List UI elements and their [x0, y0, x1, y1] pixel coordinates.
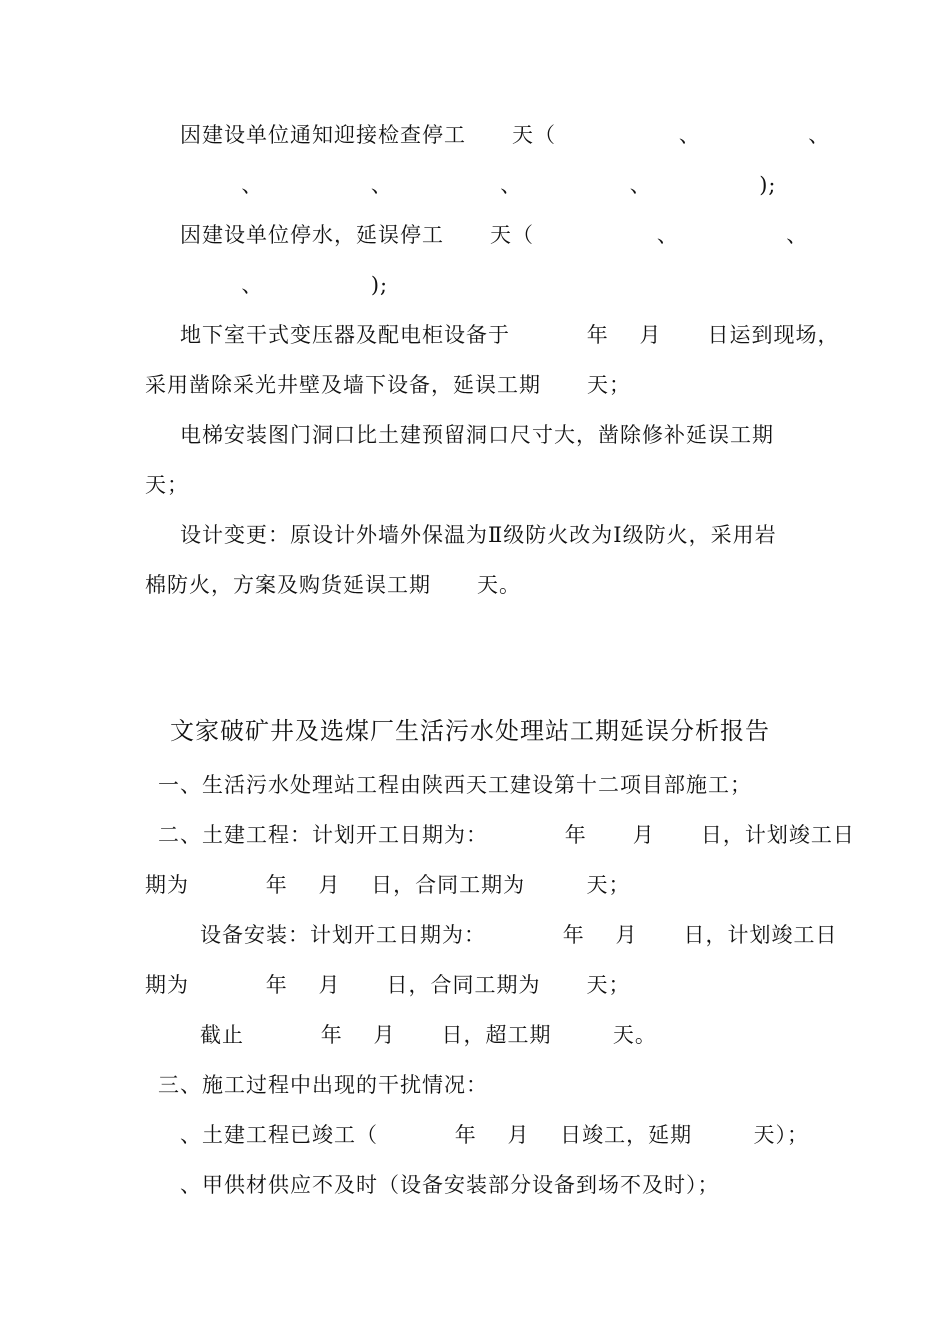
report-equipment-install: 设备安装：计划开工日期为： 年 月 日，计划竣工日: [200, 923, 838, 947]
text-line-water-stoppage-cont: 、 );: [180, 273, 389, 297]
text-line-stoppage-inspection-cont: 、 、 、 、 );: [180, 173, 777, 197]
report-item-3: 三、施工过程中出现的干扰情况：: [158, 1073, 488, 1097]
text-line-transformer: 地下室干式变压器及配电柜设备于 年 月 日运到现场，: [180, 323, 840, 347]
report-item-2: 二、土建工程：计划开工日期为： 年 月 日，计划竣工日: [158, 823, 855, 847]
text-line-design-change-cont: 棉防火，方案及购货延误工期 天。: [145, 573, 522, 597]
report-item-2-cont: 期为 年 月 日，合同工期为 天；: [145, 873, 631, 897]
text-line-transformer-cont: 采用凿除采光井壁及墙下设备，延误工期 天；: [145, 373, 632, 397]
report-equipment-install-cont: 期为 年 月 日，合同工期为 天；: [145, 973, 631, 997]
text-line-design-change: 设计变更：原设计外墙外保温为Ⅱ级防火改为Ⅰ级防火，采用岩: [180, 523, 777, 547]
text-line-stoppage-inspection: 因建设单位通知迎接检查停工 天（ 、 、: [180, 123, 831, 147]
report-item-3-supply: 、甲供材供应不及时（设备安装部分设备到场不及时）；: [180, 1173, 720, 1197]
text-line-elevator-cont: 天；: [145, 473, 189, 497]
report-title: 文家破矿井及选煤厂生活污水处理站工期延误分析报告: [170, 717, 770, 745]
report-overdue: 截止 年 月 日，超工期 天。: [200, 1023, 657, 1047]
report-item-1: 一、生活污水处理站工程由陕西天工建设第十二项目部施工；: [158, 773, 752, 797]
text-line-elevator: 电梯安装图门洞口比土建预留洞口尺寸大，凿除修补延误工期: [180, 423, 774, 447]
text-line-water-stoppage: 因建设单位停水，延误停工 天（ 、 、: [180, 223, 809, 247]
report-item-3-civil: 、土建工程已竣工（ 年 月 日竣工，延期 天）；: [180, 1123, 810, 1147]
